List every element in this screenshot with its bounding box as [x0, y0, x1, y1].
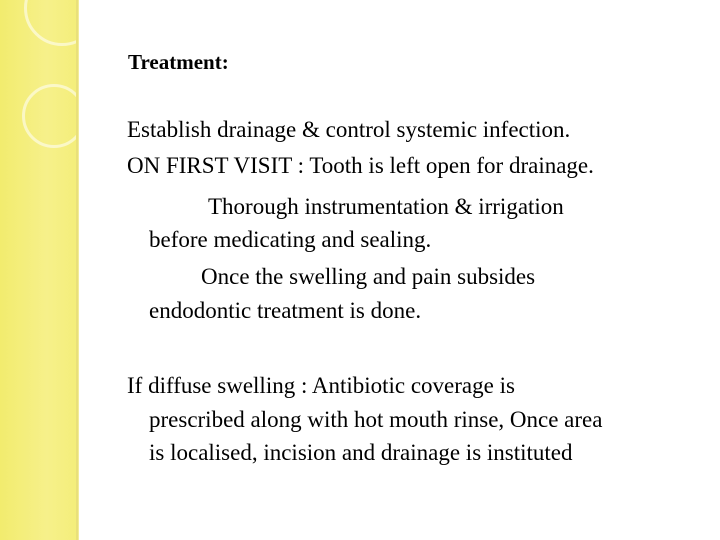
text-line: Once the swelling and pain subsides: [201, 264, 536, 289]
text-line: is localised, incision and drainage is instituted: [149, 440, 573, 465]
slide-title: Treatment:: [128, 50, 229, 74]
text-line: endodontic treatment is done.: [149, 298, 422, 323]
text-line: prescribed along with hot mouth rinse, Once area: [149, 407, 603, 432]
text-line: ON FIRST VISIT : Tooth is left open for drainage.: [127, 153, 594, 178]
text-line: If diffuse swelling : Antibiotic coverage is: [127, 373, 515, 398]
text-line: Thorough instrumentation & irrigation: [208, 194, 564, 219]
text-line: before medicating and sealing.: [149, 227, 432, 252]
text-line: Establish drainage & control systemic infection.: [127, 117, 571, 142]
